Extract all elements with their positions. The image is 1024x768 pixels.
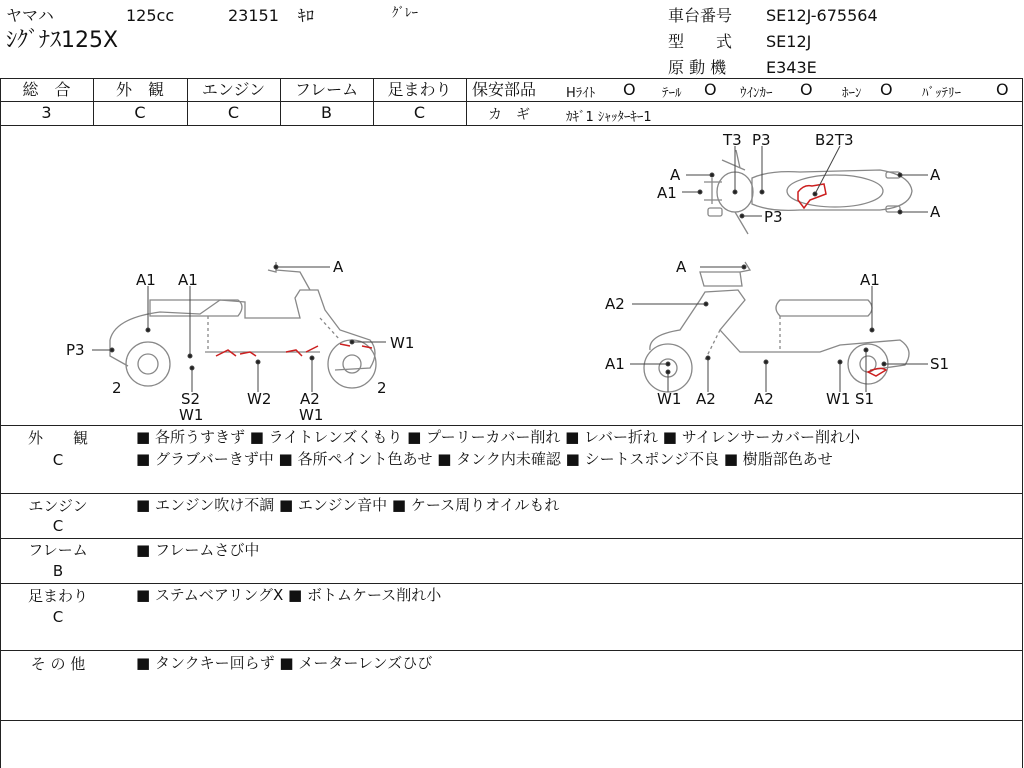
divider <box>0 720 1023 721</box>
diagram-label: A <box>333 258 344 276</box>
frame-no: SE12J-675564 <box>766 6 878 25</box>
diagram-label: A <box>676 258 687 276</box>
safety-mark-tail: O <box>704 80 717 99</box>
safety-mark-winker: O <box>800 80 813 99</box>
divider <box>466 78 467 125</box>
key-value: ｶｷﾞ1 ｼｬｯﾀｰｷｰ1 <box>566 110 652 125</box>
mileage-unit: ｷﾛ <box>298 6 315 25</box>
diagram-label: S2 <box>181 390 201 408</box>
note-line: ■ ステムベアリングX ■ ボトムケース削れ小 <box>136 586 442 604</box>
engine-label: 原 動 機 <box>668 58 727 77</box>
safety-item-winker: ｳｲﾝｶｰ <box>740 86 773 101</box>
rating-label-frame: フレーム <box>294 80 359 99</box>
note-label-exterior: 外 観 <box>27 429 88 447</box>
type-label: 型 式 <box>668 32 733 51</box>
note-grade-engine: C <box>52 517 64 535</box>
safety-mark-headlight: O <box>623 80 636 99</box>
diagram-label: A <box>670 166 681 184</box>
note-grade-exterior: C <box>52 451 64 469</box>
diagram-label: S1 <box>930 355 950 373</box>
divider <box>0 650 1023 651</box>
diagram-label: T3 <box>723 131 742 149</box>
note-line: ■ フレームさび中 <box>136 541 260 559</box>
diagram-label: A2 <box>754 390 774 408</box>
engine-value: E343E <box>766 58 817 77</box>
key-label: カ ギ <box>488 107 530 123</box>
diagram-label: P3 <box>764 208 783 226</box>
rating-label-suspension: 足まわり <box>387 80 452 99</box>
diagram-label: W1 <box>390 334 415 352</box>
diagram-label: A2 <box>300 390 320 408</box>
note-grade-frame: B <box>52 562 64 580</box>
diagram-label: W1 <box>657 390 682 408</box>
note-label-engine: エンジン <box>28 497 88 515</box>
note-label-other: そ の 他 <box>30 655 86 673</box>
diagram-label: A1 <box>657 184 677 202</box>
diagram-label: S1 <box>855 390 875 408</box>
note-grade-suspension: C <box>52 608 64 626</box>
safety-mark-horn: O <box>880 80 893 99</box>
model-name: ｼｸﾞﾅｽ125X <box>6 28 119 53</box>
safety-mark-battery: O <box>996 80 1009 99</box>
note-line: ■ グラブバーきず中 ■ 各所ペイント色あせ ■ タンク内未確認 ■ シートスポンジ不良 ■ 樹脂部色あせ <box>136 450 833 468</box>
maker: ヤマハ <box>6 6 54 25</box>
diagram-label: W1 <box>299 406 324 424</box>
diagram-label: A2 <box>696 390 716 408</box>
body-color: ｸﾞﾚｰ <box>392 6 418 21</box>
rating-value-exterior: C <box>134 103 146 122</box>
rating-label-overall: 総 合 <box>22 80 71 99</box>
damage-marks <box>216 184 886 376</box>
diagram-label: P3 <box>66 341 85 359</box>
divider <box>0 78 1023 79</box>
displacement: 125cc <box>126 6 175 25</box>
safety-item-horn: ﾎｰﾝ <box>842 86 862 101</box>
diagram-label: 2 <box>112 379 122 397</box>
divider <box>1022 78 1023 768</box>
note-line: ■ 各所うすきず ■ ライトレンズくもり ■ プーリーカバー削れ ■ レバー折れ ■ サイレンサーカバー削れ小 <box>136 428 860 446</box>
diagram-label: 2 <box>377 379 387 397</box>
rating-label-exterior: 外 観 <box>115 80 164 99</box>
diagram-label: A <box>930 203 941 221</box>
note-line: ■ エンジン吹け不調 ■ エンジン音中 ■ ケース周りオイルもれ <box>136 496 560 514</box>
type-value: SE12J <box>766 32 812 51</box>
mileage: 23151 <box>228 6 279 25</box>
diagram-label: A1 <box>860 271 880 289</box>
divider <box>0 101 466 102</box>
diagram-label: P3 <box>752 131 771 149</box>
divider <box>466 101 1023 102</box>
diagram-label: W1 <box>826 390 851 408</box>
diagram-label: A1 <box>178 271 198 289</box>
damage-diagram <box>0 126 1022 424</box>
diagram-label: A <box>930 166 941 184</box>
rating-value-overall: 3 <box>41 103 52 122</box>
rating-value-frame: B <box>321 103 332 122</box>
safety-item-battery: ﾊﾞｯﾃﾘｰ <box>922 86 961 101</box>
diagram-label: B2T3 <box>815 131 854 149</box>
rating-label-engine: エンジン <box>201 80 266 99</box>
note-label-suspension: 足まわり <box>27 587 88 605</box>
rating-value-suspension: C <box>413 103 426 122</box>
safety-item-headlight: Hﾗｲﾄ <box>566 86 596 101</box>
diagram-label: A1 <box>605 355 625 373</box>
diagram-label: A2 <box>605 295 625 313</box>
diagram-label: A1 <box>136 271 156 289</box>
frame-no-label: 車台番号 <box>668 6 733 25</box>
safety-label: 保安部品 <box>472 80 537 99</box>
rating-value-engine: C <box>227 103 240 122</box>
note-line: ■ タンクキー回らず ■ メーターレンズひび <box>136 654 433 672</box>
safety-item-tail: ﾃｰﾙ <box>662 86 682 101</box>
note-label-frame: フレーム <box>28 541 88 559</box>
diagram-label: W1 <box>179 406 204 424</box>
diagram-label: W2 <box>247 390 272 408</box>
